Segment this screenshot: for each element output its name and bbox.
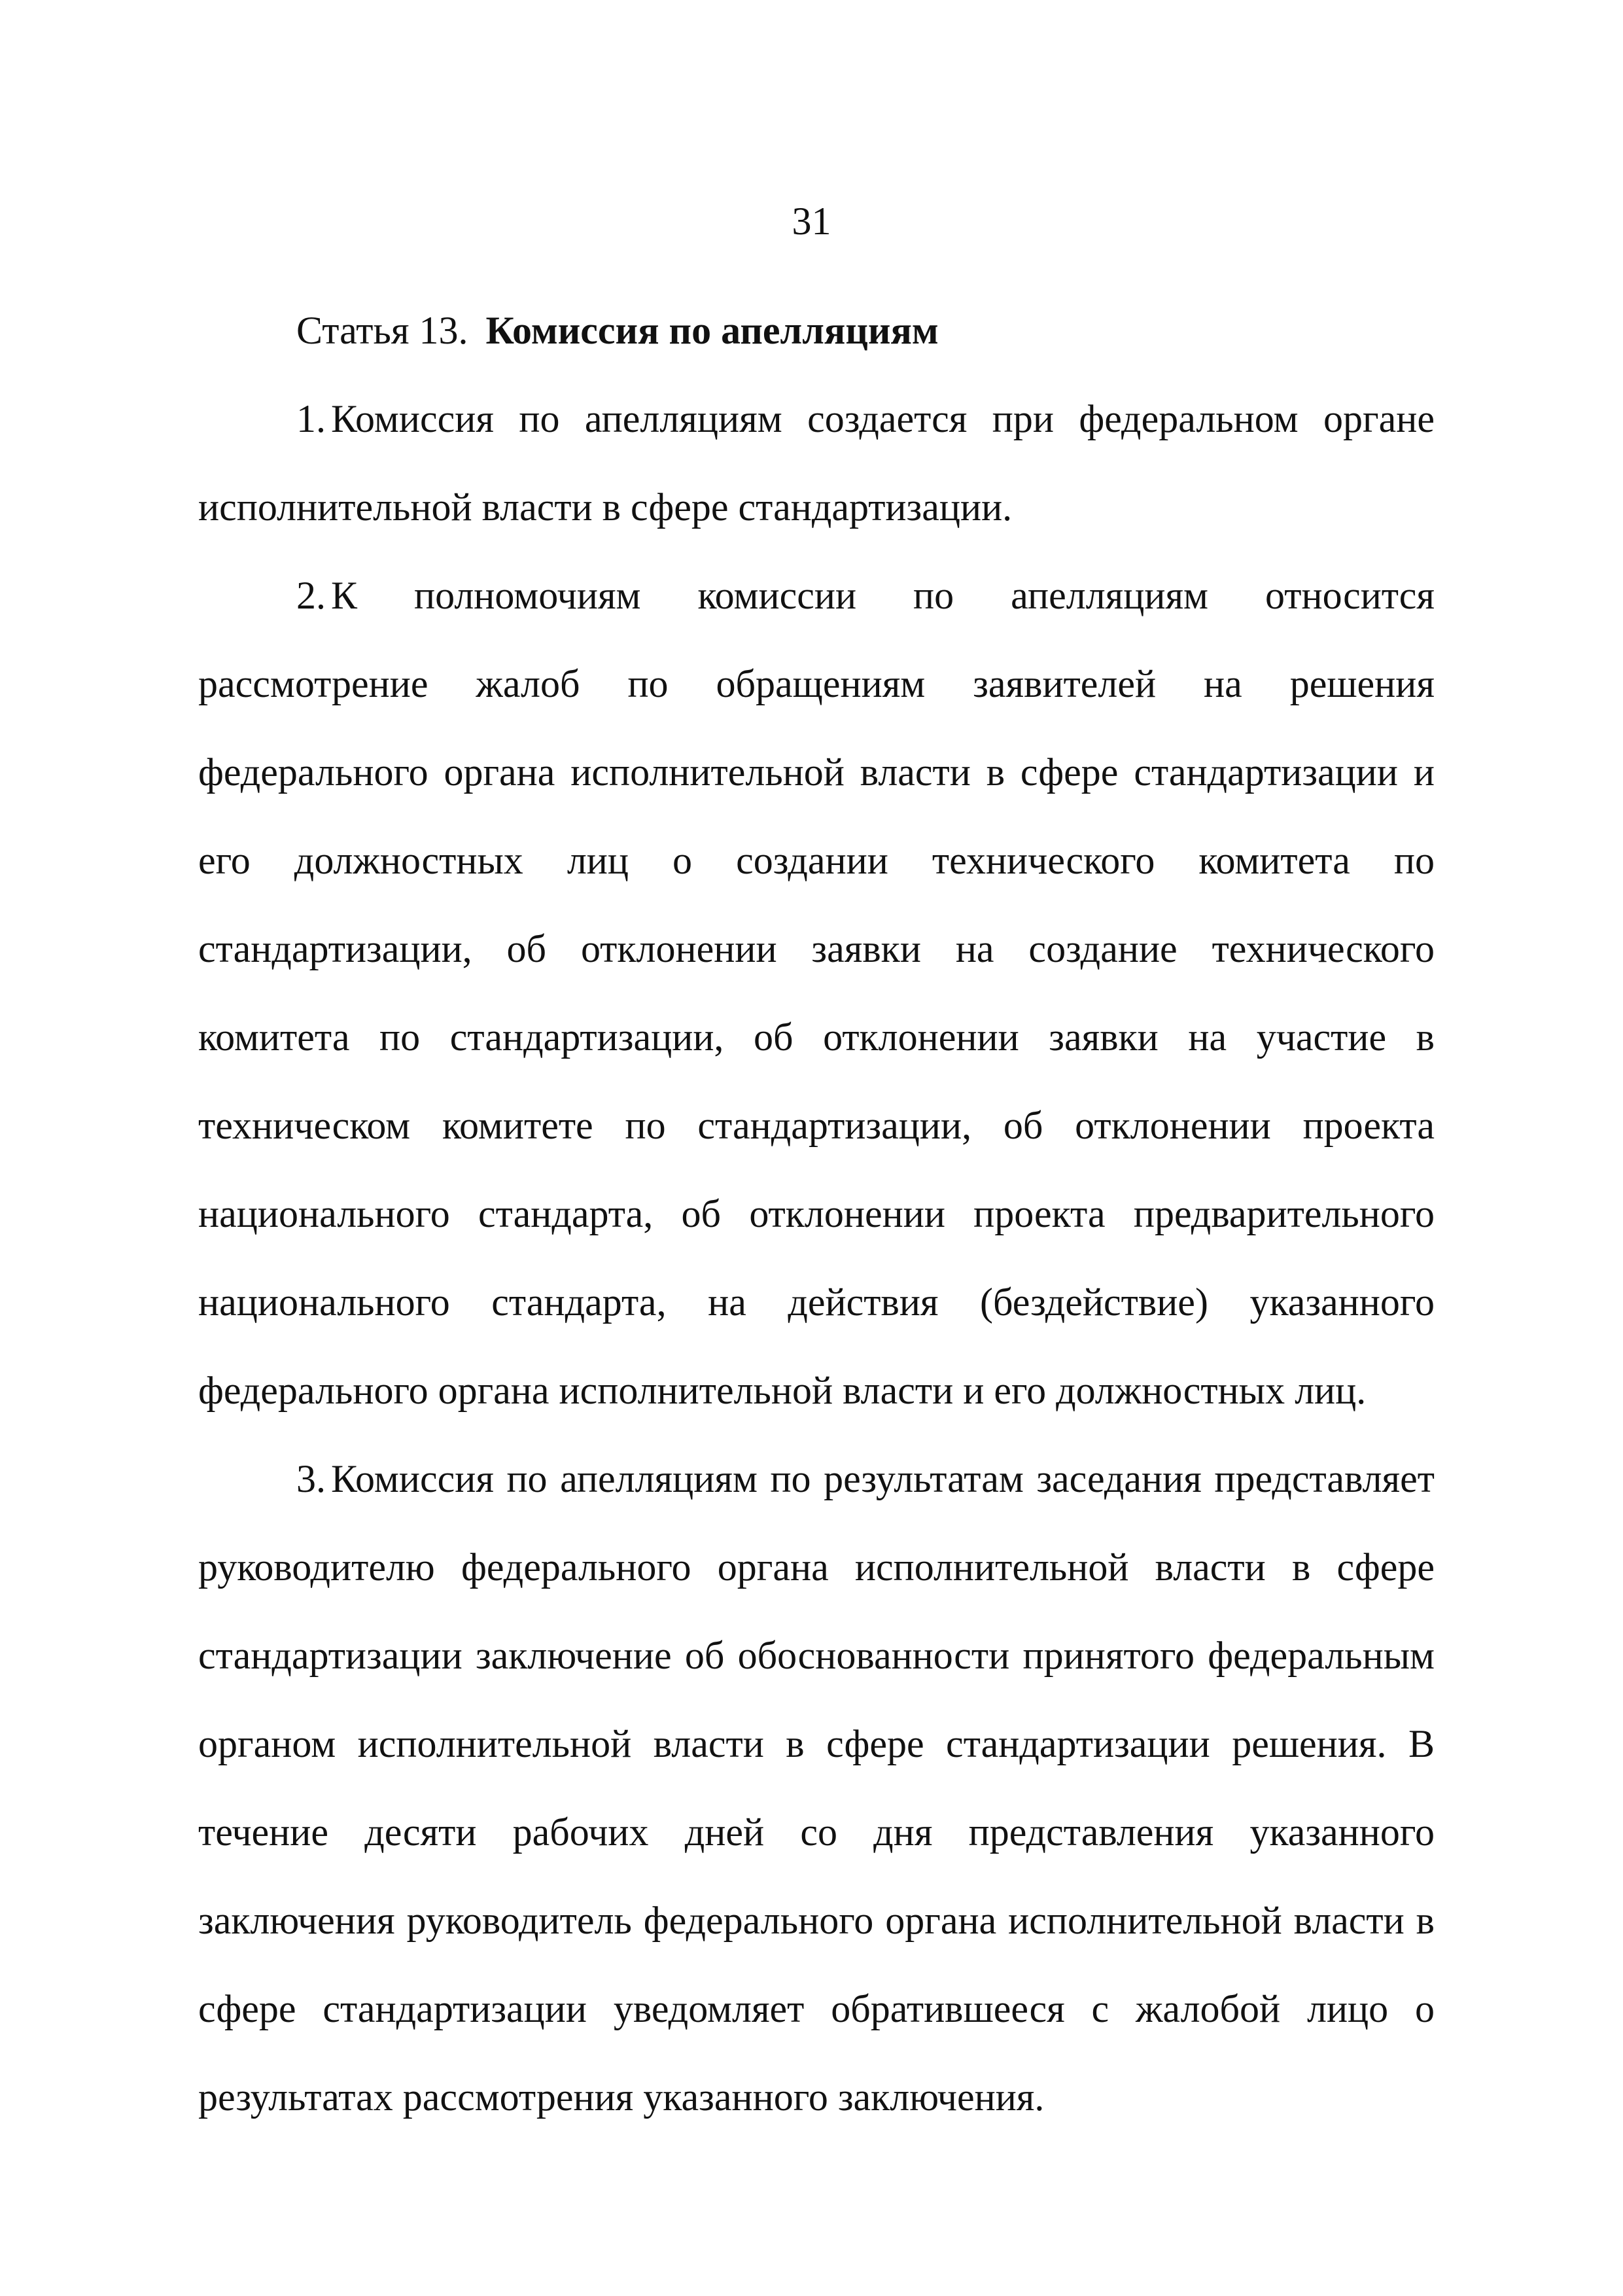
paragraph-number: 3. — [296, 1457, 326, 1500]
paragraph-2 — [198, 552, 1435, 1435]
document-body — [198, 287, 1435, 2142]
paragraph-1 — [198, 375, 1435, 552]
article-heading — [198, 287, 1435, 375]
paragraph-text: К полномочиям комиссии по апелляциям относится рассмотрение жалоб по обращениям заявителей на решения федерального органа исполнительной власти в сфере стандартизации и его должностных лиц о создании технического комитета по стандартизации, об отклонении заявки на создание технического комитета по стандартизации, об отклонении заявки на участие в техническом комитете по стандартизации, об отклонении проекта национального стандарта, об отклонении проекта предварительного национального стандарта, на действия (бездействие) указанного федерального органа исполнительной власти и его должностных лиц. — [198, 574, 1435, 1412]
paragraph-number: 1. — [296, 397, 326, 440]
article-title: Комиссия по апелляциям — [485, 309, 939, 352]
page-number: 31 — [792, 200, 831, 243]
paragraph-text: Комиссия по апелляциям создается при федеральном органе исполнительной власти в сфере стандартизации. — [198, 397, 1435, 529]
paragraph-text: Комиссия по апелляциям по результатам заседания представляет руководителю федерального органа исполнительной власти в сфере стандартизации заключение об обоснованности принятого федеральным органом исполнительной власти в сфере стандартизации решения. В течение десяти рабочих дней со дня представления указанного заключения руководитель федерального органа исполнительной власти в сфере стандартизации уведомляет обратившееся с жалобой лицо о результатах рассмотрения указанного заключения. — [198, 1457, 1435, 2119]
paragraph-3 — [198, 1435, 1435, 2142]
paragraph-number: 2. — [296, 574, 326, 617]
article-label: Статья 13. — [296, 309, 468, 352]
